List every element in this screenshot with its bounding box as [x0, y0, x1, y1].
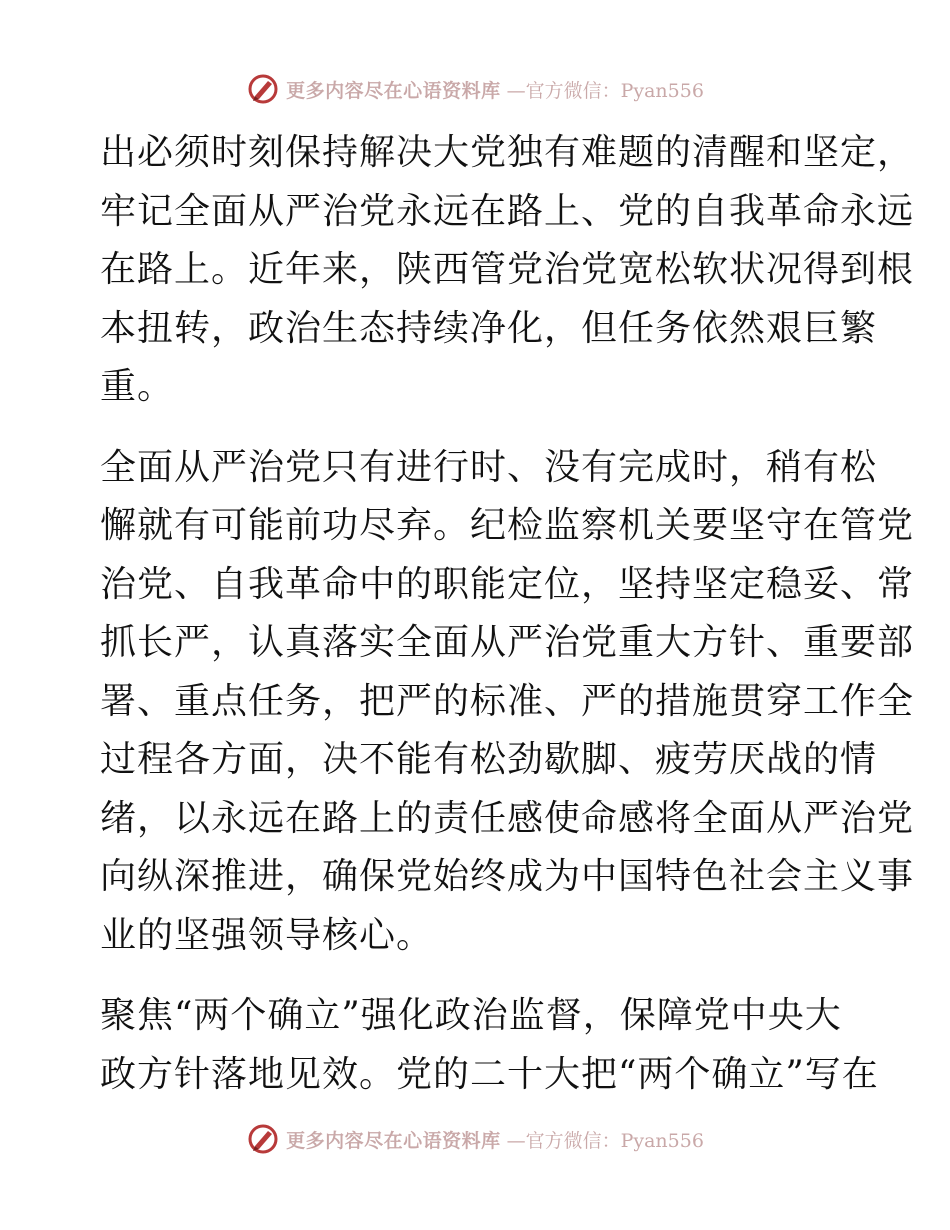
text-line: 抓长严，认真落实全面从严治党重大方针、重要部	[100, 622, 915, 663]
text-line: 在路上。近年来，陕西管党治党宽松软状况得到根	[100, 249, 915, 290]
pen-logo-icon	[246, 72, 280, 106]
text-line: 过程各方面，决不能有松劲歇脚、疲劳厌战的情	[100, 739, 878, 780]
header-brand-text: 更多内容尽在心语资料库	[286, 79, 501, 102]
footer-contact-text: —官方微信：Pyan556	[506, 1129, 704, 1152]
text-line: 署、重点任务，把严的标准、严的措施贯穿工作全	[100, 680, 915, 722]
paragraph-2	[100, 439, 915, 966]
text-line: 本扭转，政治生态持续净化，但任务依然艰巨繁	[100, 307, 878, 349]
paragraph-1	[100, 124, 915, 417]
footer-brand-text: 更多内容尽在心语资料库	[286, 1129, 501, 1152]
text-line: 绪，以永远在路上的责任感使命感将全面从严治党	[100, 797, 915, 839]
text-line: 向纵深推进，确保党始终成为中国特色社会主义事	[100, 856, 915, 897]
text-line: 全面从严治党只有进行时、没有完成时，稍有松	[100, 446, 878, 488]
text-line: 业的坚强领导核心。	[100, 914, 434, 956]
document-body	[100, 124, 915, 1126]
header-watermark	[0, 72, 950, 106]
text-line: 治党、自我革命中的职能定位，坚持坚定稳妥、常	[100, 563, 915, 605]
text-line: 聚焦“两个确立”强化政治监督，保障党中央大	[100, 995, 842, 1036]
header-contact-text: —官方微信：Pyan556	[506, 79, 704, 102]
text-line: 政方针落地见效。党的二十大把“两个确立”写在	[100, 1053, 879, 1095]
footer-watermark	[0, 1122, 950, 1156]
paragraph-3	[100, 987, 879, 1104]
text-line: 懈就有可能前功尽弃。纪检监察机关要坚守在管党	[100, 505, 915, 546]
pen-logo-icon	[246, 1122, 280, 1156]
text-line: 牢记全面从严治党永远在路上、党的自我革命永远	[100, 190, 915, 232]
text-line: 出必须时刻保持解决大党独有难题的清醒和坚定，	[100, 132, 915, 173]
text-line: 重。	[100, 366, 175, 407]
